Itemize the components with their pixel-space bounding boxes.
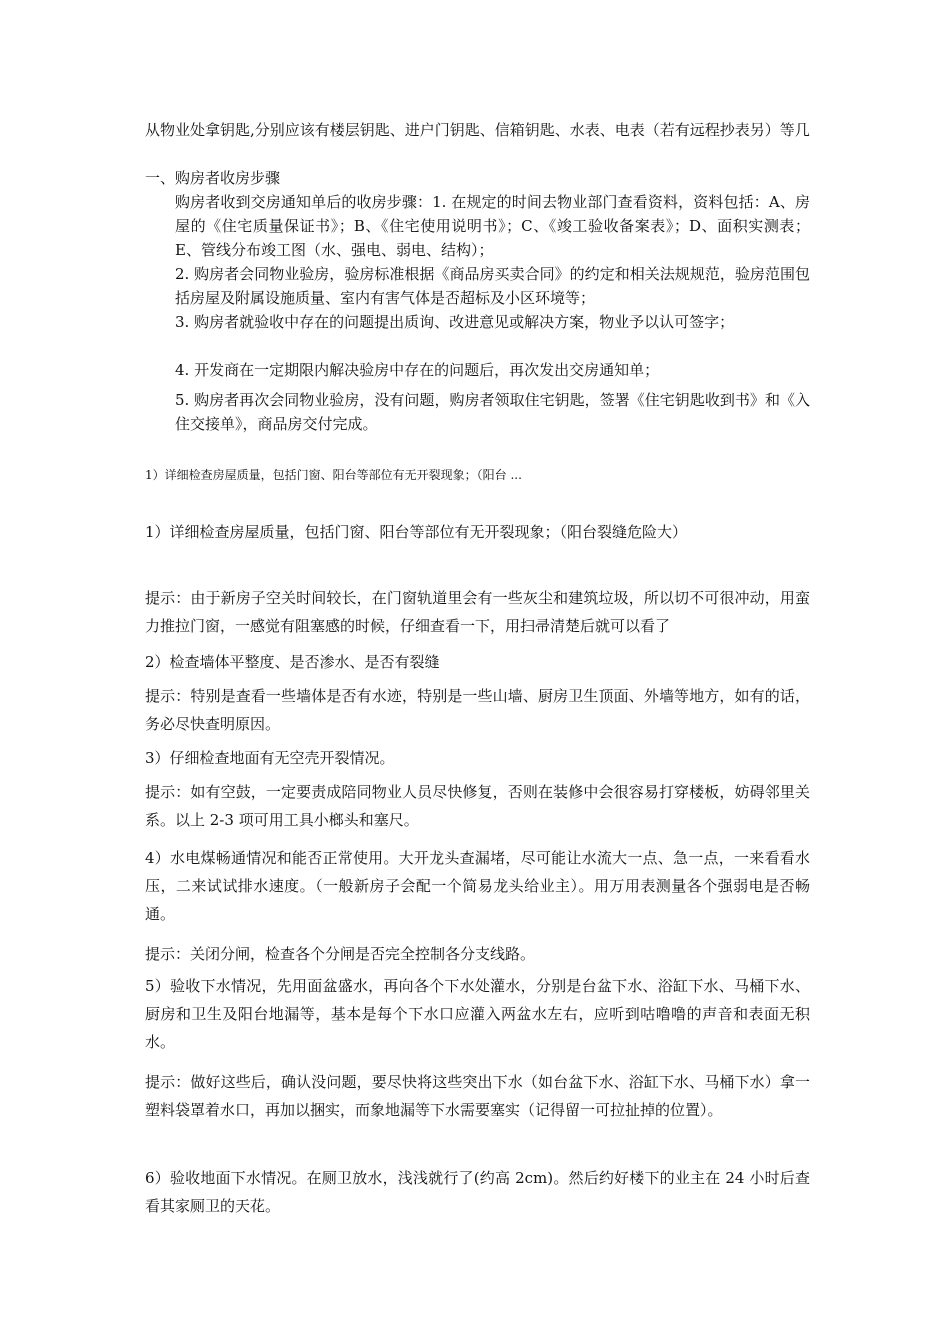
check-item-1: 1）详细检查房屋质量，包括门窗、阳台等部位有无开裂现象；（阳台裂缝危险大） — [145, 523, 688, 541]
check-tip-5: 提示：做好这些后，确认没问题，要尽快将这些突出下水（如台盆下水、浴缸下水、马桶下水）拿一塑料袋罩着水口，再加以捆实，而象地漏等下水需要塞实（记得留一可拉扯掉的位置）。 — [145, 1073, 810, 1119]
check-tip-4: 提示：关闭分闸，检查各个分闸是否完全控制各分支线路。 — [145, 945, 536, 963]
step-2: 2. 购房者会同物业验房，验房标准根据《商品房买卖合同》的约定和相关法规规范，验房范围包括房屋及附属设施质量、室内有害气体是否超标及小区环境等； — [175, 265, 810, 307]
step-3: 3. 购房者就验收中存在的问题提出质询、改进意见或解决方案，物业予以认可签字； — [175, 313, 735, 331]
snippet-line: 1）详细检查房屋质量，包括门窗、阳台等部位有无开裂现象；（阳台 ... — [145, 468, 522, 482]
step-5: 5. 购房者再次会同物业验房，没有问题，购房者领取住宅钥匙，签署《住宅钥匙收到书》和《入住交接单》，商品房交付完成。 — [175, 391, 810, 433]
intro-paragraph: 从物业处拿钥匙,分别应该有楼层钥匙、进户门钥匙、信箱钥匙、水表、电表（若有远程抄表另）等几 — [145, 121, 810, 139]
check-tip-1: 提示：由于新房子空关时间较长，在门窗轨道里会有一些灰尘和建筑垃圾，所以切不可很冲动，用蛮力推拉门窗，一感觉有阻塞感的时候，仔细查看一下，用扫帚清楚后就可以看了 — [145, 589, 810, 635]
check-item-3: 3）仔细检查地面有无空壳开裂情况。 — [145, 749, 395, 767]
check-tip-2: 提示：特别是查看一些墙体是否有水迹，特别是一些山墙、厨房卫生顶面、外墙等地方，如有的话，务必尽快查明原因。 — [145, 687, 810, 733]
check-item-4: 4）水电煤畅通情况和能否正常使用。大开龙头查漏堵，尽可能让水流大一点、急一点，一来看看水压，二来试试排水速度。（一般新房子会配一个简易龙头给业主）。用万用表测量各个强弱电是否畅通。 — [145, 849, 810, 923]
section-title: 一、购房者收房步骤 — [145, 169, 281, 187]
check-tip-3: 提示：如有空鼓，一定要责成陪同物业人员尽快修复，否则在装修中会很容易打穿楼板，妨碍邻里关系。以上 2-3 项可用工具小榔头和塞尺。 — [145, 783, 810, 829]
step-4: 4. 开发商在一定期限内解决验房中存在的问题后，再次发出交房通知单； — [175, 361, 660, 379]
check-item-5: 5）验收下水情况，先用面盆盛水，再向各个下水处灌水，分别是台盆下水、浴缸下水、马桶下水、厨房和卫生及阳台地漏等，基本是每个下水口应灌入两盆水左右，应听到咕噜噜的声音和表面无积水。 — [145, 977, 810, 1051]
check-item-2: 2）检查墙体平整度、是否渗水、是否有裂缝 — [145, 653, 440, 671]
step-1: 购房者收到交房通知单后的收房步骤：1. 在规定的时间去物业部门查看资料，资料包括：A、房屋的《住宅质量保证书》；B、《住宅使用说明书》；C、《竣工验收备案表》；D、面积实测表；E、管线分布竣工图（水、强电、弱电、结构）； — [175, 193, 810, 259]
check-item-6: 6）验收地面下水情况。在厕卫放水，浅浅就行了(约高 2cm)。然后约好楼下的业主在 24 小时后查看其家厕卫的天花。 — [145, 1169, 810, 1215]
